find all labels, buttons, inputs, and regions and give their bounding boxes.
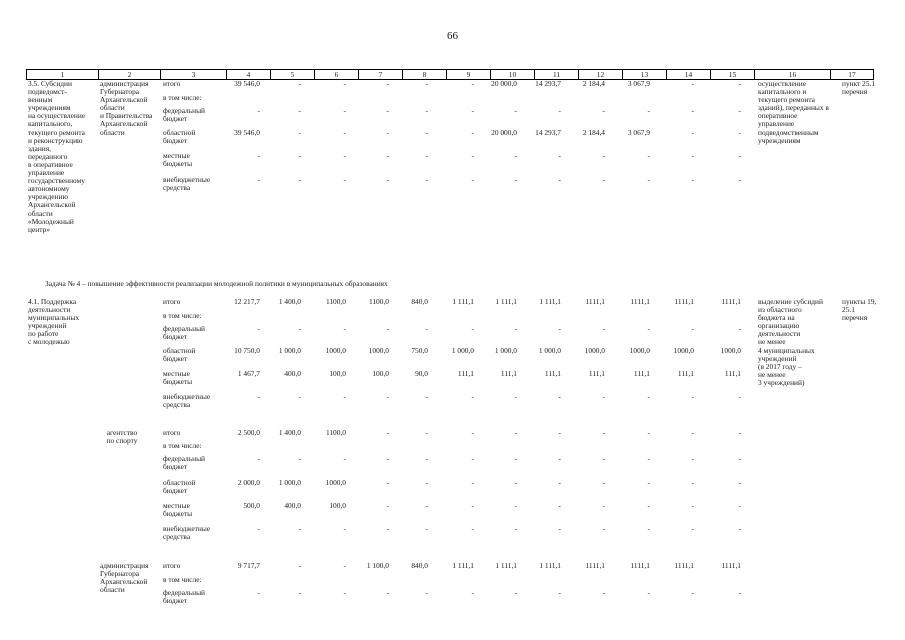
block3-executor: агентство по спорту bbox=[106, 428, 138, 446]
amount-cell: - bbox=[257, 324, 260, 333]
amount-cell: - bbox=[558, 524, 561, 533]
financing-source-label: в том числе: bbox=[163, 311, 202, 320]
financing-source-label: итого bbox=[163, 561, 181, 570]
amount-cell: - bbox=[257, 175, 260, 184]
amount-cell: - bbox=[471, 392, 474, 401]
amount-cell: 2 500,0 bbox=[237, 428, 260, 437]
block4-executor: администрация Губернатора Архангельской области bbox=[100, 561, 149, 595]
column-number: 2 bbox=[127, 70, 132, 79]
amount-cell: 1 111,1 bbox=[539, 561, 561, 570]
amount-cell: - bbox=[425, 524, 428, 533]
amount-cell: 1 000,0 bbox=[451, 346, 474, 355]
page-number: 66 bbox=[447, 30, 458, 42]
amount-cell: - bbox=[691, 454, 694, 463]
column-number-cell bbox=[491, 70, 535, 79]
amount-cell: 400,0 bbox=[284, 369, 301, 378]
amount-cell: 2 000,0 bbox=[237, 478, 260, 487]
amount-cell: - bbox=[602, 106, 605, 115]
block1-measure: 3.5. Субсидии подведомст- венным учреждениям на осуществление капитального, текущего ремонта и реконструкцию здания, переданного в оперативное управление государственному автономному учреждению Архангельской области «Молодежный центр» bbox=[28, 79, 86, 234]
column-number: 6 bbox=[334, 70, 339, 79]
column-number-cell bbox=[535, 70, 579, 79]
financing-source-label: итого bbox=[163, 428, 181, 437]
task-4-heading: Задача № 4 – повышение эффективности реализации молодежной политики в муниципальных образованиях bbox=[45, 279, 388, 288]
amount-cell: - bbox=[558, 588, 561, 597]
amount-cell: - bbox=[647, 454, 650, 463]
column-number: 15 bbox=[728, 70, 737, 79]
block2-measure: 4.1. Поддержка деятельности муниципальных учреждений по работе с молодежью bbox=[28, 297, 80, 347]
amount-cell: 3 067,9 bbox=[627, 128, 650, 137]
column-number-cell bbox=[227, 70, 271, 79]
amount-cell: - bbox=[602, 175, 605, 184]
amount-cell: - bbox=[558, 454, 561, 463]
amount-cell: - bbox=[343, 588, 346, 597]
amount-cell: 1000,0 bbox=[325, 346, 346, 355]
column-number-cell bbox=[755, 70, 831, 79]
amount-cell: - bbox=[298, 392, 301, 401]
amount-cell: - bbox=[514, 106, 517, 115]
amount-cell: 1 467,7 bbox=[237, 369, 260, 378]
amount-cell: 39 546,0 bbox=[234, 79, 260, 88]
amount-cell: - bbox=[514, 324, 517, 333]
financing-source-label: в том числе: bbox=[163, 575, 202, 584]
amount-cell: - bbox=[386, 79, 389, 88]
column-number: 13 bbox=[640, 70, 649, 79]
column-number: 3 bbox=[191, 70, 196, 79]
amount-cell: 1000,0 bbox=[325, 478, 346, 487]
amount-cell: - bbox=[647, 588, 650, 597]
amount-cell: - bbox=[602, 324, 605, 333]
column-number-cell bbox=[403, 70, 447, 79]
amount-cell: 750,0 bbox=[411, 346, 428, 355]
amount-cell: - bbox=[386, 324, 389, 333]
amount-cell: - bbox=[738, 151, 741, 160]
amount-cell: - bbox=[738, 128, 741, 137]
column-number: 9 bbox=[466, 70, 471, 79]
amount-cell: - bbox=[425, 106, 428, 115]
amount-cell: 1100,0 bbox=[325, 428, 346, 437]
financing-source-label: областной бюджет bbox=[163, 128, 196, 146]
financing-source-label: местные бюджеты bbox=[163, 369, 193, 387]
amount-cell: - bbox=[386, 454, 389, 463]
amount-cell: 1000,0 bbox=[629, 346, 650, 355]
column-number: 1 bbox=[60, 70, 65, 79]
amount-cell: 39 546,0 bbox=[234, 128, 260, 137]
amount-cell: - bbox=[298, 175, 301, 184]
amount-cell: 840,0 bbox=[411, 297, 428, 306]
financing-source-label: областной бюджет bbox=[163, 478, 196, 496]
financing-source-label: итого bbox=[163, 79, 181, 88]
amount-cell: - bbox=[425, 588, 428, 597]
amount-cell: 1100,0 bbox=[325, 297, 346, 306]
column-number: 11 bbox=[552, 70, 561, 79]
amount-cell: - bbox=[691, 428, 694, 437]
amount-cell: - bbox=[691, 324, 694, 333]
block2-reference: пункты 19, 25.1 перечня bbox=[842, 297, 877, 323]
amount-cell: - bbox=[471, 454, 474, 463]
financing-source-label: внебюджетные средства bbox=[163, 392, 211, 410]
amount-cell: - bbox=[514, 588, 517, 597]
amount-cell: 1000,0 bbox=[673, 346, 694, 355]
amount-cell: - bbox=[425, 454, 428, 463]
column-number: 7 bbox=[378, 70, 383, 79]
amount-cell: 1111,1 bbox=[674, 297, 694, 306]
amount-cell: 1 000,0 bbox=[278, 478, 301, 487]
amount-cell: 111,1 bbox=[457, 369, 474, 378]
amount-cell: - bbox=[647, 428, 650, 437]
amount-cell: - bbox=[602, 151, 605, 160]
amount-cell: - bbox=[386, 392, 389, 401]
amount-cell: - bbox=[514, 392, 517, 401]
amount-cell: - bbox=[298, 524, 301, 533]
amount-cell: 1 111,1 bbox=[495, 297, 517, 306]
column-number-cell bbox=[623, 70, 667, 79]
amount-cell: - bbox=[343, 392, 346, 401]
amount-cell: - bbox=[558, 478, 561, 487]
amount-cell: 100,0 bbox=[329, 501, 346, 510]
column-number-cell bbox=[711, 70, 755, 79]
amount-cell: 111,1 bbox=[724, 369, 741, 378]
amount-cell: - bbox=[425, 478, 428, 487]
amount-cell: - bbox=[738, 175, 741, 184]
financing-source-label: в том числе: bbox=[163, 441, 202, 450]
block2-result: выделение субсидий из областного бюджета на организацию деятельности не менее 4 муниципальных учреждений (в 2017 году – не менее 3 учреждений) bbox=[758, 297, 823, 387]
amount-cell: - bbox=[425, 128, 428, 137]
amount-cell: 1111,1 bbox=[585, 561, 605, 570]
amount-cell: - bbox=[738, 324, 741, 333]
amount-cell: - bbox=[691, 392, 694, 401]
column-number: 12 bbox=[596, 70, 605, 79]
amount-cell: - bbox=[298, 106, 301, 115]
amount-cell: 1 100,0 bbox=[366, 561, 389, 570]
amount-cell: - bbox=[738, 478, 741, 487]
amount-cell: - bbox=[471, 175, 474, 184]
amount-cell: - bbox=[691, 478, 694, 487]
amount-cell: - bbox=[386, 151, 389, 160]
amount-cell: - bbox=[647, 478, 650, 487]
amount-cell: - bbox=[343, 454, 346, 463]
amount-cell: 1 111,1 bbox=[495, 561, 517, 570]
amount-cell: - bbox=[738, 501, 741, 510]
amount-cell: - bbox=[425, 175, 428, 184]
amount-cell: - bbox=[298, 151, 301, 160]
amount-cell: 1 400,0 bbox=[278, 297, 301, 306]
amount-cell: 1 000,0 bbox=[538, 346, 561, 355]
amount-cell: - bbox=[602, 524, 605, 533]
financing-source-label: в том числе: bbox=[163, 93, 202, 102]
column-number-cell bbox=[99, 70, 161, 79]
amount-cell: - bbox=[647, 324, 650, 333]
amount-cell: - bbox=[425, 428, 428, 437]
amount-cell: - bbox=[343, 524, 346, 533]
amount-cell: - bbox=[691, 151, 694, 160]
amount-cell: 1 000,0 bbox=[278, 346, 301, 355]
column-number-cell bbox=[579, 70, 623, 79]
amount-cell: 1111,1 bbox=[674, 561, 694, 570]
column-number-cell bbox=[161, 70, 227, 79]
amount-cell: - bbox=[471, 128, 474, 137]
amount-cell: - bbox=[647, 106, 650, 115]
amount-cell: 10 750,0 bbox=[234, 346, 260, 355]
amount-cell: - bbox=[691, 501, 694, 510]
amount-cell: 100,0 bbox=[329, 369, 346, 378]
amount-cell: 1100,0 bbox=[368, 297, 389, 306]
amount-cell: - bbox=[257, 106, 260, 115]
amount-cell: - bbox=[298, 128, 301, 137]
amount-cell: 1000,0 bbox=[584, 346, 605, 355]
block1-executor: администрация Губернатора Архангельской области и Правительства Архангельской области bbox=[100, 79, 153, 137]
amount-cell: - bbox=[602, 454, 605, 463]
amount-cell: 111,1 bbox=[544, 369, 561, 378]
amount-cell: - bbox=[471, 524, 474, 533]
amount-cell: - bbox=[738, 106, 741, 115]
column-number-cell bbox=[447, 70, 491, 79]
amount-cell: 1111,1 bbox=[721, 297, 741, 306]
amount-cell: - bbox=[602, 478, 605, 487]
amount-cell: - bbox=[602, 392, 605, 401]
amount-cell: - bbox=[691, 588, 694, 597]
financing-source-label: внебюджетные средства bbox=[163, 175, 211, 193]
amount-cell: - bbox=[343, 151, 346, 160]
block1-reference: пункт 25.1 перечня bbox=[842, 79, 876, 97]
amount-cell: 1 111,1 bbox=[539, 297, 561, 306]
amount-cell: - bbox=[558, 106, 561, 115]
amount-cell: - bbox=[425, 501, 428, 510]
amount-cell: - bbox=[647, 392, 650, 401]
amount-cell: - bbox=[425, 151, 428, 160]
amount-cell: 111,1 bbox=[500, 369, 517, 378]
amount-cell: - bbox=[471, 478, 474, 487]
financing-source-label: местные бюджеты bbox=[163, 501, 193, 519]
financing-source-label: итого bbox=[163, 297, 181, 306]
amount-cell: - bbox=[514, 151, 517, 160]
amount-cell: - bbox=[298, 324, 301, 333]
column-number-cell bbox=[27, 70, 99, 79]
amount-cell: - bbox=[257, 151, 260, 160]
amount-cell: - bbox=[647, 524, 650, 533]
block1-result: осуществление капитального и текущего ремонта зданий), переданных в оперативное управление подведомственным учреждениям bbox=[758, 79, 829, 145]
amount-cell: - bbox=[386, 588, 389, 597]
amount-cell: - bbox=[471, 501, 474, 510]
financing-source-label: федеральный бюджет bbox=[163, 106, 205, 124]
amount-cell: - bbox=[386, 106, 389, 115]
amount-cell: 1 400,0 bbox=[278, 428, 301, 437]
amount-cell: - bbox=[386, 478, 389, 487]
amount-cell: 3 067,9 bbox=[627, 79, 650, 88]
amount-cell: 1000,0 bbox=[368, 346, 389, 355]
financing-source-label: внебюджетные средства bbox=[163, 524, 211, 542]
financing-source-label: федеральный бюджет bbox=[163, 454, 205, 472]
column-number: 10 bbox=[508, 70, 517, 79]
column-number-cell bbox=[359, 70, 403, 79]
amount-cell: - bbox=[257, 588, 260, 597]
amount-cell: - bbox=[471, 106, 474, 115]
amount-cell: - bbox=[343, 175, 346, 184]
amount-cell: - bbox=[425, 392, 428, 401]
amount-cell: 1111,1 bbox=[585, 297, 605, 306]
amount-cell: - bbox=[514, 524, 517, 533]
amount-cell: - bbox=[514, 478, 517, 487]
amount-cell: - bbox=[691, 175, 694, 184]
amount-cell: - bbox=[647, 151, 650, 160]
amount-cell: 400,0 bbox=[284, 501, 301, 510]
amount-cell: - bbox=[257, 392, 260, 401]
amount-cell: 14 293,7 bbox=[535, 79, 561, 88]
amount-cell: - bbox=[647, 501, 650, 510]
amount-cell: - bbox=[738, 588, 741, 597]
amount-cell: - bbox=[514, 175, 517, 184]
amount-cell: - bbox=[602, 428, 605, 437]
amount-cell: - bbox=[558, 151, 561, 160]
amount-cell: - bbox=[343, 128, 346, 137]
column-number: 17 bbox=[848, 70, 856, 79]
amount-cell: - bbox=[471, 79, 474, 88]
financing-source-label: областной бюджет bbox=[163, 346, 196, 364]
amount-cell: - bbox=[298, 561, 301, 570]
financing-source-label: федеральный бюджет bbox=[163, 324, 205, 342]
amount-cell: - bbox=[471, 324, 474, 333]
amount-cell: - bbox=[425, 79, 428, 88]
amount-cell: 20 000,0 bbox=[491, 128, 517, 137]
amount-cell: 1111,1 bbox=[721, 561, 741, 570]
amount-cell: - bbox=[386, 128, 389, 137]
amount-cell: - bbox=[298, 588, 301, 597]
amount-cell: - bbox=[738, 524, 741, 533]
amount-cell: 100,0 bbox=[372, 369, 389, 378]
column-number-row bbox=[26, 69, 874, 80]
amount-cell: - bbox=[471, 151, 474, 160]
column-number-cell bbox=[315, 70, 359, 79]
amount-cell: 1111,1 bbox=[630, 561, 650, 570]
amount-cell: - bbox=[298, 454, 301, 463]
amount-cell: 14 293,7 bbox=[535, 128, 561, 137]
amount-cell: - bbox=[738, 428, 741, 437]
amount-cell: 111,1 bbox=[588, 369, 605, 378]
amount-cell: - bbox=[514, 454, 517, 463]
amount-cell: - bbox=[691, 524, 694, 533]
amount-cell: - bbox=[343, 106, 346, 115]
amount-cell: - bbox=[386, 175, 389, 184]
column-number: 8 bbox=[422, 70, 427, 79]
amount-cell: 90,0 bbox=[415, 369, 428, 378]
amount-cell: - bbox=[425, 324, 428, 333]
amount-cell: - bbox=[386, 428, 389, 437]
financing-source-label: федеральный бюджет bbox=[163, 588, 205, 606]
column-number-cell bbox=[271, 70, 315, 79]
amount-cell: - bbox=[691, 79, 694, 88]
amount-cell: - bbox=[471, 428, 474, 437]
amount-cell: - bbox=[558, 428, 561, 437]
amount-cell: 1111,1 bbox=[630, 297, 650, 306]
column-number: 4 bbox=[246, 70, 251, 79]
amount-cell: - bbox=[558, 501, 561, 510]
amount-cell: - bbox=[343, 79, 346, 88]
amount-cell: 12 217,7 bbox=[234, 297, 260, 306]
amount-cell: 500,0 bbox=[243, 501, 260, 510]
amount-cell: - bbox=[343, 324, 346, 333]
column-number-cell bbox=[831, 70, 874, 79]
amount-cell: - bbox=[738, 79, 741, 88]
amount-cell: 1000,0 bbox=[720, 346, 741, 355]
column-number: 14 bbox=[684, 70, 693, 79]
amount-cell: - bbox=[257, 454, 260, 463]
column-number: 5 bbox=[290, 70, 295, 79]
financing-source-label: местные бюджеты bbox=[163, 151, 193, 169]
amount-cell: - bbox=[514, 428, 517, 437]
amount-cell: - bbox=[558, 175, 561, 184]
amount-cell: 2 184,4 bbox=[582, 79, 605, 88]
amount-cell: 9 717,7 bbox=[237, 561, 260, 570]
amount-cell: - bbox=[514, 501, 517, 510]
amount-cell: - bbox=[738, 454, 741, 463]
amount-cell: - bbox=[343, 561, 346, 570]
amount-cell: - bbox=[558, 392, 561, 401]
amount-cell: 111,1 bbox=[677, 369, 694, 378]
amount-cell: - bbox=[558, 324, 561, 333]
amount-cell: - bbox=[738, 392, 741, 401]
column-number: 16 bbox=[788, 70, 797, 79]
amount-cell: 840,0 bbox=[411, 561, 428, 570]
amount-cell: - bbox=[602, 501, 605, 510]
amount-cell: - bbox=[647, 175, 650, 184]
amount-cell: - bbox=[471, 588, 474, 597]
amount-cell: - bbox=[691, 106, 694, 115]
amount-cell: 20 000,0 bbox=[491, 79, 517, 88]
amount-cell: 1 111,1 bbox=[452, 561, 474, 570]
amount-cell: - bbox=[602, 588, 605, 597]
amount-cell: 1 000,0 bbox=[494, 346, 517, 355]
amount-cell: 111,1 bbox=[633, 369, 650, 378]
column-number-cell bbox=[667, 70, 711, 79]
amount-cell: 1 111,1 bbox=[452, 297, 474, 306]
amount-cell: 2 184,4 bbox=[582, 128, 605, 137]
amount-cell: - bbox=[298, 79, 301, 88]
amount-cell: - bbox=[691, 128, 694, 137]
amount-cell: - bbox=[257, 524, 260, 533]
amount-cell: - bbox=[386, 524, 389, 533]
amount-cell: - bbox=[386, 501, 389, 510]
